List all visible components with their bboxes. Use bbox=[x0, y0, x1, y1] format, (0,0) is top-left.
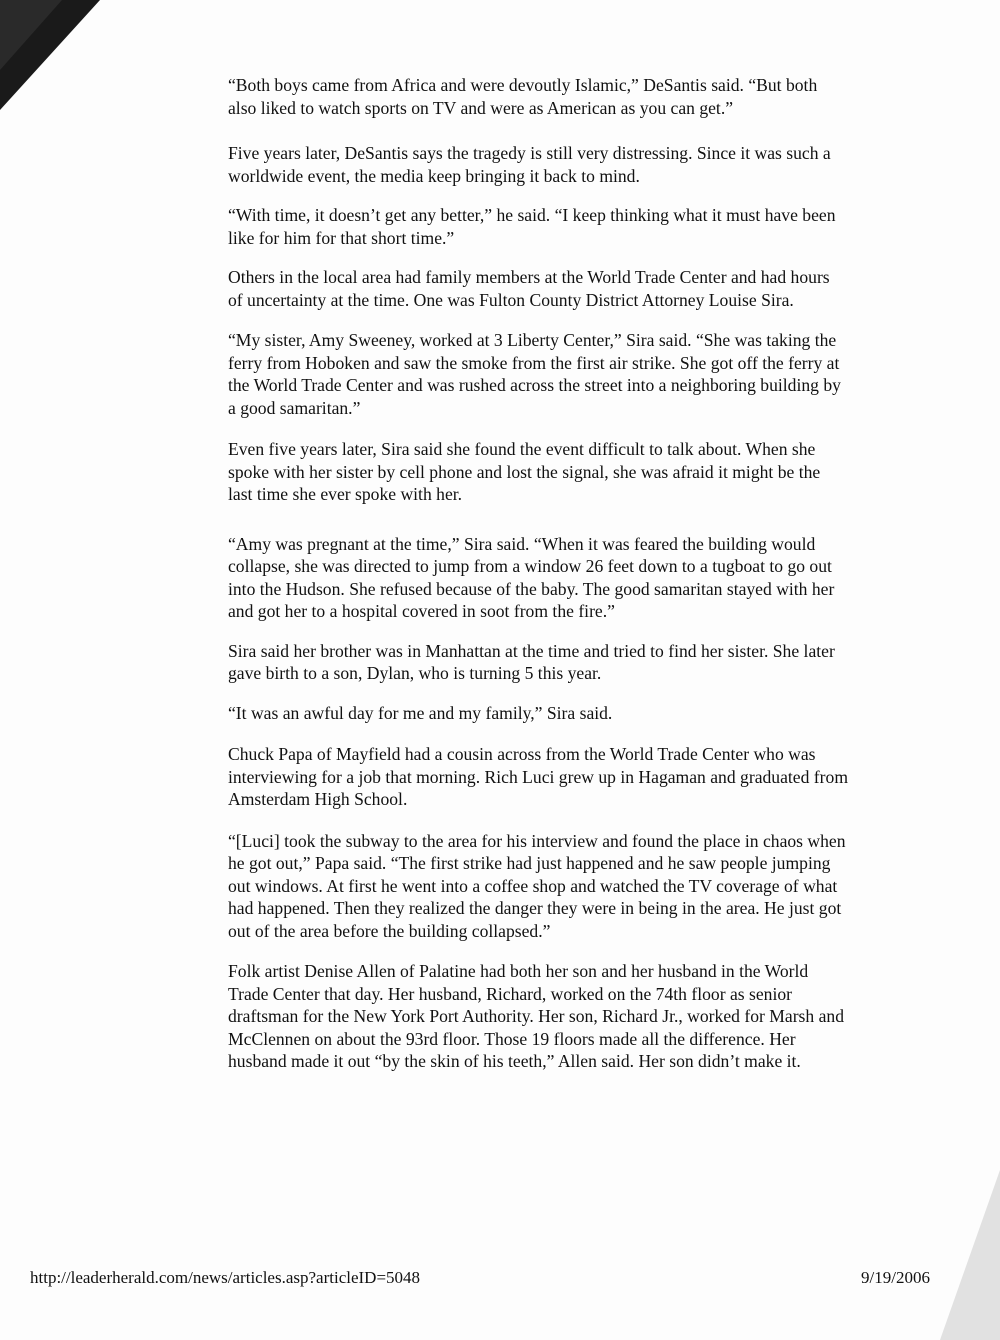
paragraph: Chuck Papa of Mayfield had a cousin across from the World Trade Center who was interviewing for a job that morning. Rich Luci grew up in Hagaman and graduated from Amsterdam High School. bbox=[228, 744, 848, 809]
scan-corner-fold bbox=[0, 0, 62, 70]
source-url: http://leaderherald.com/news/articles.asp?articleID=5048 bbox=[30, 1268, 421, 1287]
scan-page-curl bbox=[940, 1170, 1000, 1340]
paragraph: “[Luci] took the subway to the area for his interview and found the place in chaos when he got out,” Papa said. “The first strike had just happened and he saw people jumping out windows. At first he went into a coffee shop and watched the TV coverage of what had happened. Then they realized the danger they were in being in the area. He just got out of the area before the building collapsed.” bbox=[228, 830, 846, 941]
paragraph: Folk artist Denise Allen of Palatine had both her son and her husband in the World Trade Center that day. Her husband, Richard, worked on the 74th floor as senior draftsman for the New York Port Authority. Her son, Richard Jr., worked for Marsh and McClennen on about the 93rd floor. Those 19 floors made all the difference. Her husband made it out “by the skin of his teeth,” Allen said. Her son didn’t make it. bbox=[228, 961, 845, 1071]
print-date: 9/19/2006 bbox=[861, 1268, 930, 1287]
paragraph: “It was an awful day for me and my family,” Sira said. bbox=[228, 702, 613, 723]
paragraph: “Both boys came from Africa and were devoutly Islamic,” DeSantis said. “But both also liked to watch sports on TV and were as American as you can get.” bbox=[228, 75, 818, 118]
paragraph: “Amy was pregnant at the time,” Sira said. “When it was feared the building would collapse, she was directed to jump from a window 26 feet down to a tugboat to go out into the Hudson. She refused because of the baby. The good samaritan stayed with her and got her to a hospital covered in soot from the fire.” bbox=[228, 533, 835, 621]
paragraph: Sira said her brother was in Manhattan at the time and tried to find her sister. She later gave birth to a son, Dylan, who is turning 5 this year. bbox=[228, 640, 835, 683]
paragraph: “With time, it doesn’t get any better,” he said. “I keep thinking what it must have been like for him for that short time.” bbox=[228, 205, 836, 248]
paragraph: Even five years later, Sira said she found the event difficult to talk about. When she spoke with her sister by cell phone and lost the signal, she was afraid it might be the last time she ever spoke with her. bbox=[228, 439, 821, 504]
paragraph: Others in the local area had family members at the World Trade Center and had hours of uncertainty at the time. One was Fulton County District Attorney Louise Sira. bbox=[228, 267, 830, 310]
paragraph: “My sister, Amy Sweeney, worked at 3 Liberty Center,” Sira said. “She was taking the ferry from Hoboken and saw the smoke from the first air strike. She got off the ferry at the World Trade Center and was rushed across the street into a neighboring building by a good samaritan.” bbox=[228, 330, 841, 418]
paragraph: Five years later, DeSantis says the tragedy is still very distressing. Since it was such a worldwide event, the media keep bringing it back to mind. bbox=[228, 143, 831, 186]
page-footer bbox=[30, 1268, 930, 1288]
article-body bbox=[228, 74, 848, 1073]
